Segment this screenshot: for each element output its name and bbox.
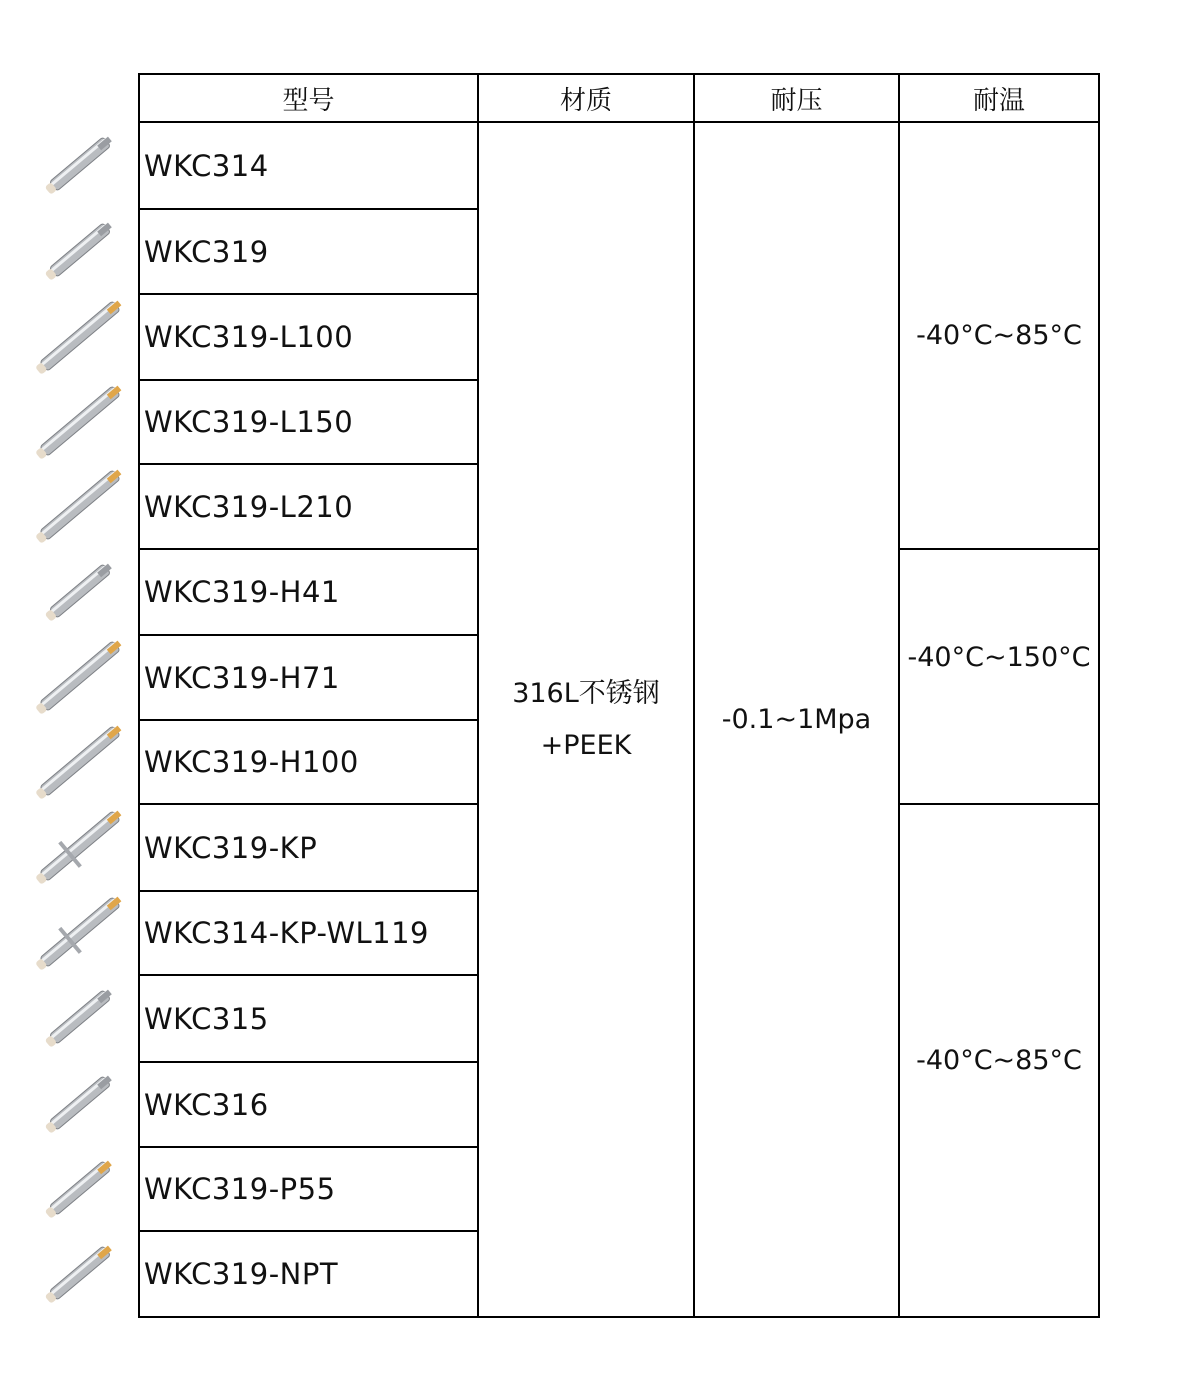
material-line-1: 316L不锈钢 (512, 677, 660, 709)
sensor-probe-image (25, 121, 135, 208)
sensor-probe-image (25, 719, 135, 803)
header-material: 材质 (478, 74, 694, 122)
model-cell: WKC319-H41 (139, 549, 478, 635)
pressure-cell: -0.1~1Mpa (694, 122, 899, 1317)
sensor-probe-image (25, 1061, 135, 1146)
model-cell: WKC319-L100 (139, 294, 478, 380)
material-line-2: +PEEK (540, 729, 632, 761)
table-header-row (139, 74, 1099, 122)
sensor-probe-image (25, 379, 135, 463)
sensor-probe-image (25, 634, 135, 719)
product-spec-table (138, 73, 1100, 1318)
sensor-probe-image (25, 548, 135, 634)
model-cell: WKC314-KP-WL119 (139, 891, 478, 975)
header-temperature: 耐温 (899, 74, 1099, 122)
model-cell: WKC319-L210 (139, 464, 478, 549)
model-cell: WKC319-L150 (139, 380, 478, 464)
model-cell: WKC314 (139, 122, 478, 209)
model-cell: WKC319-H71 (139, 635, 478, 720)
model-cell: WKC319 (139, 209, 478, 294)
header-pressure: 耐压 (694, 74, 899, 122)
model-cell: WKC319-NPT (139, 1231, 478, 1317)
material-cell (478, 122, 694, 1317)
model-cell: WKC319-KP (139, 804, 478, 891)
temperature-cell: -40°C~150°C (899, 549, 1099, 804)
header-model: 型号 (139, 74, 478, 122)
sensor-probe-image (25, 1230, 135, 1316)
sensor-probe-image (25, 463, 135, 548)
model-cell: WKC316 (139, 1062, 478, 1147)
sensor-probe-image (25, 803, 135, 890)
sensor-probe-image (25, 890, 135, 974)
model-cell: WKC319-H100 (139, 720, 478, 804)
model-cell: WKC315 (139, 975, 478, 1062)
temperature-cell: -40°C~85°C (899, 122, 1099, 549)
table-row (139, 122, 1099, 209)
sensor-probe-image (25, 1146, 135, 1230)
sensor-probe-image (25, 293, 135, 379)
sensor-probe-image (25, 974, 135, 1061)
temperature-cell: -40°C~85°C (899, 804, 1099, 1317)
model-cell: WKC319-P55 (139, 1147, 478, 1231)
sensor-probe-image (25, 208, 135, 293)
